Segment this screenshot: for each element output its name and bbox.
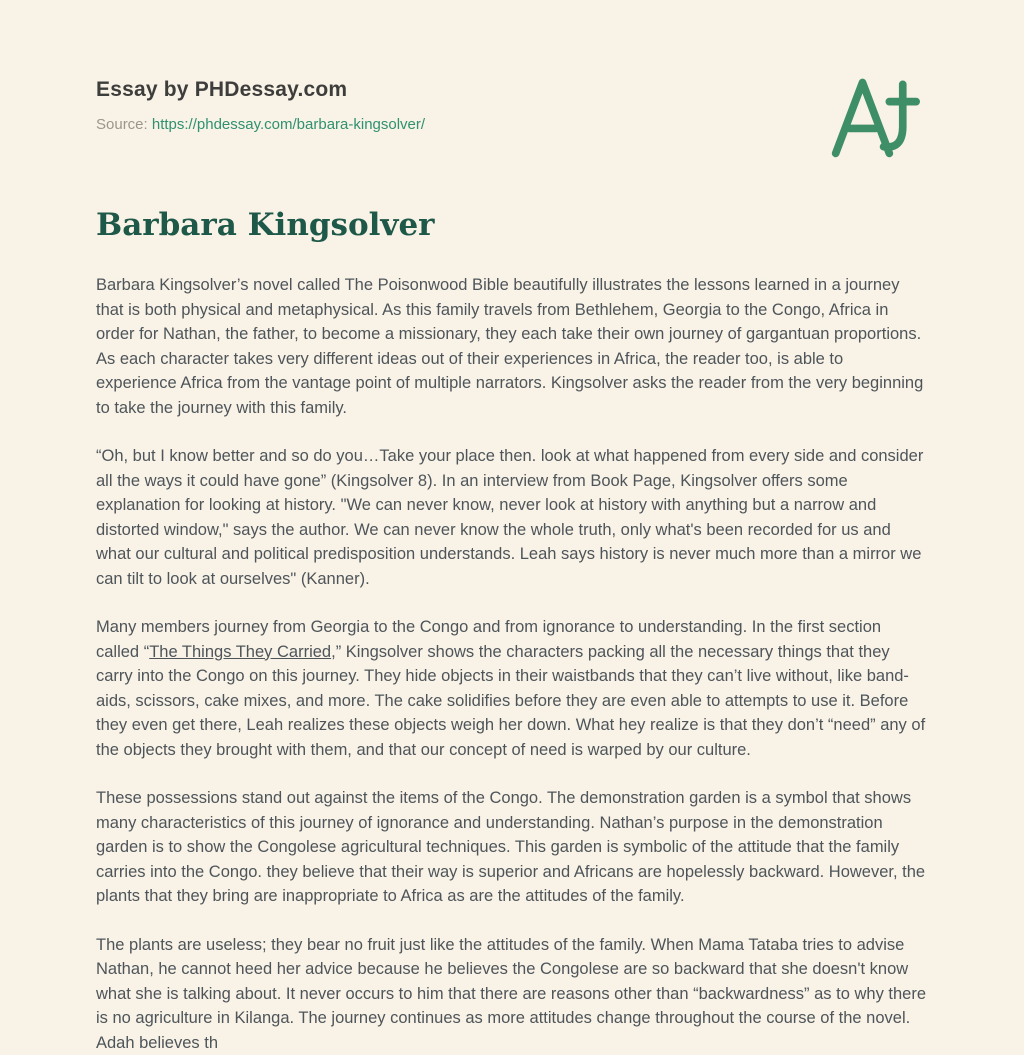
source-label: Source: [96,116,148,133]
essay-title: Barbara Kingsolver [96,207,928,243]
paragraph-3-text-before: Many members journey from Georgia to the Congo and from ignorance to understanding. In the first section called “ [96,618,881,661]
essay-body [96,273,928,1055]
essay-paragraph-1: Barbara Kingsolver’s novel called The Poisonwood Bible beautifully illustrates the lessons learned in a journey that is both physical and metaphysical. As this family travels from Bethlehem, Georgia to the Congo, Africa in order for Nathan, the father, to become a missionary, they each take their own journey of gargantuan proportions. As each character takes very different ideas out of their experiences in Africa, the reader too, is able to experience Africa from the vantage point of multiple narrators. Kingsolver asks the reader from the very beginning to take the journey with this family. [96,273,928,420]
paragraph-3-underlined-phrase: The Things They Carried [149,643,331,661]
essay-paragraph-3 [96,615,928,762]
essay-paragraph-5: The plants are useless; they bear no fruit just like the attitudes of the family. When Mama Tataba tries to advise Nathan, he cannot heed her advice because he believes the Congolese are so backward that she doesn't know what she is talking about. It never occurs to him that there are reasons other than “backwardness” as to why there is no agriculture in Kilanga. The journey continues as more attitudes change throughout the course of the novel. Adah believes th [96,933,928,1055]
phdessay-logo-icon [828,70,920,162]
essay-paragraph-4: These possessions stand out against the items of the Congo. The demonstration garden is a symbol that shows many characteristics of this journey of ignorance and understanding. Nathan’s purpose in the demonstration garden is to show the Congolese agricultural techniques. This garden is symbolic of the attitude that the family carries into the Congo. they believe that their way is superior and Africans are hopelessly backward. However, the plants that they bring are inappropriate to Africa as are the attitudes of the family. [96,786,928,909]
source-line [96,116,928,133]
essay-byline: Essay by PHDessay.com [96,78,928,102]
essay-paragraph-2: “Oh, but I know better and so do you…Take your place then. look at what happened from every side and consider all the ways it could have gone” (Kingsolver 8). In an interview from Book Page, Kingsolver offers some explanation for looking at history. "We can never know, never look at history with anything but a narrow and distorted window," says the author. We can never know the whole truth, only what's been recorded for us and what our cultural and political predisposition understands. Leah says history is never much more than a mirror we can tilt to look at ourselves" (Kanner). [96,444,928,591]
source-url-link[interactable]: https://phdessay.com/barbara-kingsolver/ [152,116,425,133]
paragraph-3-text-after: ,” Kingsolver shows the characters packing all the necessary things that they carry into the Congo on this journey. They hide objects in their waistbands that they can’t live without, like band-aids, scissors, cake mixes, and more. The cake solidifies before they are even able to attempts to use it. Before they even get there, Leah realizes these objects weigh her down. What hey realize is that they don’t “need” any of the objects they brought with them, and that our concept of need is warped by our culture. [96,643,925,759]
